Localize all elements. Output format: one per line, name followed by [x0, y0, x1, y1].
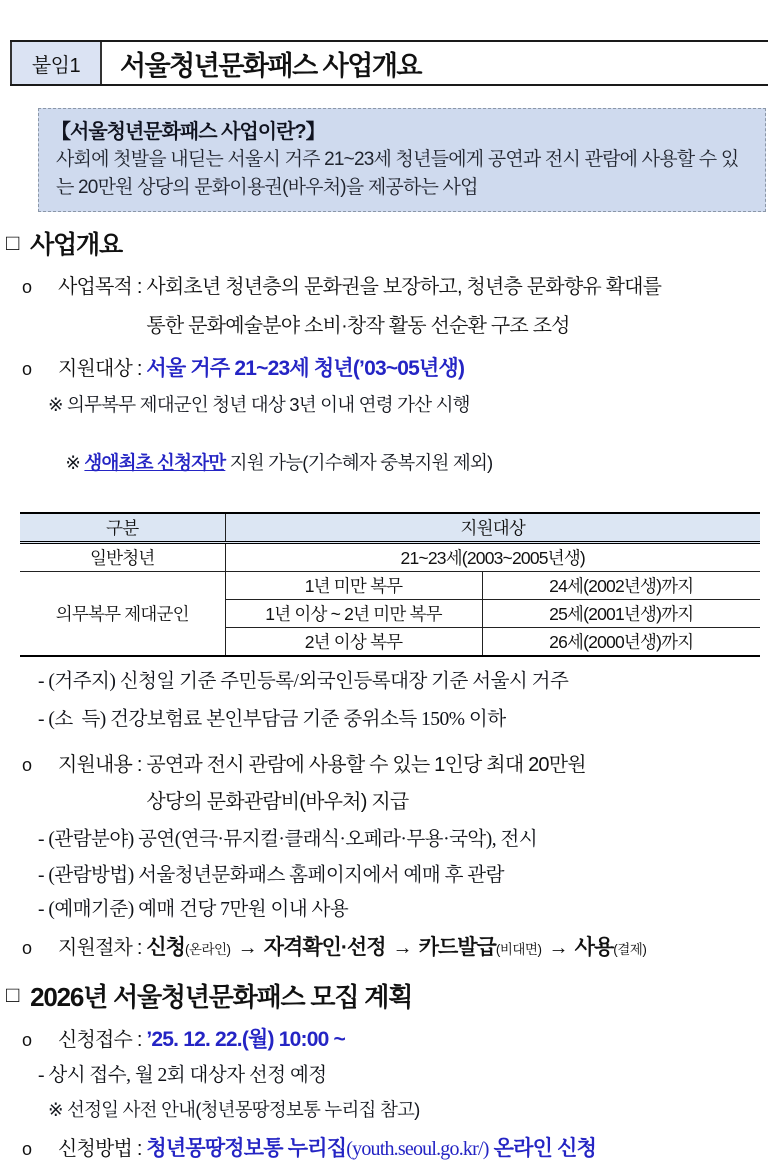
procedure-step-card-note: (비대면) [495, 942, 542, 957]
document-page [0, 40, 780, 1160]
procedure-steps [146, 931, 780, 961]
square-bullet-icon: □ [6, 982, 19, 1007]
document-header [10, 40, 768, 86]
table-row-veteran-1 [20, 572, 760, 600]
first-time-applicant-emphasis: 생애최초 신청자만 [84, 452, 226, 473]
benefit-text [146, 747, 780, 821]
purpose-text-line2: 통한 문화예술분야 소비·창작 활동 선순환 구조 조성 [146, 315, 570, 337]
selection-note: ※ 선정일 사전 안내(청년몽땅정보통 누리집 참고) [48, 1099, 420, 1120]
procedure-step-apply-note: (온라인) [184, 942, 231, 957]
method-rest: 온라인 신청 [488, 1137, 597, 1160]
procedure-step-use: 사용 [574, 936, 614, 959]
benefit-label: 지원내용 : [58, 754, 147, 776]
circle-bullet-icon: o [22, 277, 32, 297]
method-value [146, 1132, 780, 1162]
arrow-icon: → [392, 937, 412, 959]
attachment-tag: 붙임1 [10, 42, 102, 84]
purpose-line [0, 268, 780, 346]
arrow-icon: → [548, 937, 568, 959]
reception-sub-note: - 상시 접수, 월 2회 대상자 선정 예정 [38, 1065, 327, 1086]
purpose-text [146, 268, 780, 346]
benefit-note-field: - (관람분야) 공연(연극·뮤지컬·클래식·오페라·무용·국악), 전시 [38, 829, 538, 850]
benefit-note-method: - (관람방법) 서울청년문화패스 홈페이지에서 예매 후 관람 [38, 865, 504, 886]
reception-line [0, 1023, 780, 1053]
benefit-note-limit: - (예매기준) 예매 건당 7만원 이내 사용 [38, 899, 349, 920]
target-note-2-rest: 지원 가능(기수혜자 중복지원 제외) [225, 452, 493, 473]
portal-url: (youth.seoul.go.kr/) [346, 1138, 489, 1160]
purpose-label: 사업목적 : [58, 276, 147, 298]
portal-name: 청년몽땅정보통 누리집 [146, 1137, 347, 1160]
target-note-1: ※ 의무복무 제대군인 청년 대상 3년 이내 연령 가산 시행 [48, 394, 470, 415]
circle-bullet-icon: o [22, 755, 32, 775]
cell-limit-3: 26세(2000년생)까지 [482, 628, 760, 657]
circle-bullet-icon: o [22, 1030, 32, 1050]
cell-service-2: 1년 이상 ~ 2년 미만 복무 [225, 600, 482, 628]
purpose-text-line1: 사회초년 청년층의 문화권을 보장하고, 청년층 문화향유 확대를 [146, 276, 662, 298]
cell-service-3: 2년 이상 복무 [225, 628, 482, 657]
cell-service-1: 1년 미만 복무 [225, 572, 482, 600]
income-note: - (소 득) 건강보험료 본인부담금 기준 중위소득 150% 이하 [38, 709, 506, 730]
cell-limit-2: 25세(2001년생)까지 [482, 600, 760, 628]
section-heading-text: 사업개요 [30, 231, 122, 259]
circle-bullet-icon: o [22, 359, 32, 379]
reception-label: 신청접수 : [58, 1029, 147, 1051]
cell-general-label: 일반청년 [20, 543, 225, 572]
cell-general-value: 21~23세(2003~2005년생) [225, 543, 760, 572]
procedure-step-use-note: (결제) [613, 942, 647, 957]
section-heading-plan2026 [6, 979, 780, 1011]
square-bullet-icon: □ [6, 230, 19, 255]
target-line [0, 352, 780, 382]
procedure-line [0, 931, 780, 961]
table-row-general [20, 543, 760, 572]
circle-bullet-icon: o [22, 1139, 32, 1159]
section-heading-overview [6, 228, 780, 258]
column-header-category: 구분 [20, 513, 225, 543]
method-label: 신청방법 : [58, 1138, 147, 1160]
intro-box-body: 사회에 첫발을 내딛는 서울시 거주 21~23세 청년들에게 공연과 전시 관람에 사용할 수 있는 20만원 상당의 문화이용권(바우처)을 제공하는 사업 [56, 149, 739, 198]
arrow-icon: → [237, 937, 257, 959]
procedure-label: 지원절차 : [58, 937, 147, 959]
reference-mark: ※ [65, 452, 85, 473]
procedure-step-card: 카드발급 [418, 936, 496, 959]
circle-bullet-icon: o [22, 938, 32, 958]
cell-veteran-label: 의무복무 제대군인 [20, 572, 225, 657]
section-heading-text: 2026년 서울청년문화패스 모집 계획 [30, 981, 413, 1012]
procedure-step-apply: 신청 [146, 936, 185, 959]
cell-limit-1: 24세(2002년생)까지 [482, 572, 760, 600]
benefit-text-line1: 공연과 전시 관람에 사용할 수 있는 1인당 최대 20만원 [146, 754, 586, 776]
target-value: 서울 거주 21~23세 청년(’03~05년생) [146, 357, 465, 380]
document-title: 서울청년문화패스 사업개요 [120, 50, 421, 81]
benefit-line [0, 747, 780, 821]
residence-note: - (거주지) 신청일 기준 주민등록/외국인등록대장 기준 서울시 거주 [38, 671, 569, 692]
column-header-target: 지원대상 [225, 513, 760, 543]
procedure-step-verify: 자격확인·선정 [263, 936, 386, 959]
target-note-2 [48, 425, 780, 500]
table-header-row [20, 513, 760, 543]
benefit-text-line2: 상당의 문화관람비(바우처) 지급 [146, 791, 409, 813]
reception-date: ’25. 12. 22.(월) 10:00 ~ [146, 1028, 345, 1051]
method-line [0, 1132, 780, 1162]
target-label: 지원대상 : [58, 358, 147, 380]
intro-box-title: 【서울청년문화패스 사업이란?】 [51, 121, 325, 143]
eligibility-table [20, 512, 760, 657]
intro-box [38, 108, 766, 212]
